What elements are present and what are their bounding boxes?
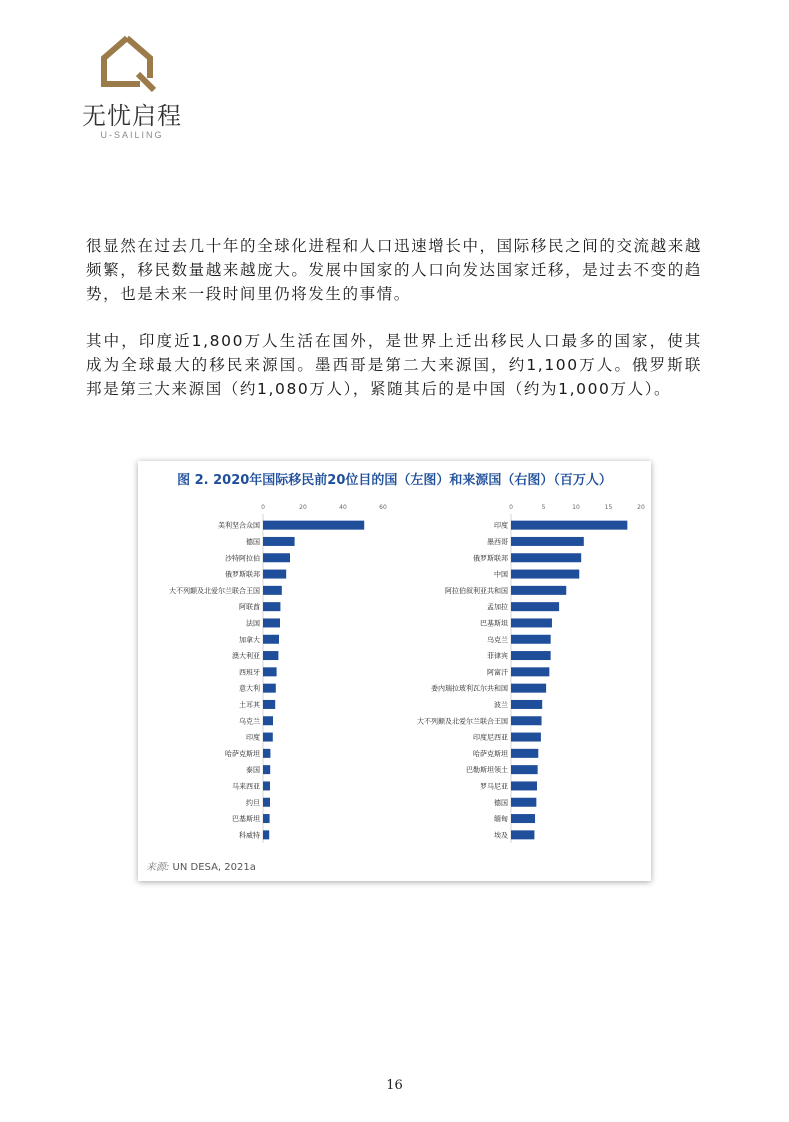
bar-charts (138, 461, 651, 881)
origin-category-label: 阿富汗 (487, 668, 508, 677)
origin-bar (511, 537, 584, 546)
destination-category-label: 乌克兰 (239, 717, 260, 726)
origin-category-label: 委内瑞拉玻利瓦尔共和国 (431, 684, 508, 693)
origin-tick-label: 20 (637, 504, 645, 511)
origin-bar (511, 651, 551, 660)
origin-bar (511, 830, 534, 839)
origin-category-label: 乌克兰 (487, 635, 508, 644)
origin-category-label: 罗马尼亚 (480, 782, 508, 791)
origin-tick-label: 5 (541, 504, 546, 511)
destination-bar (263, 781, 270, 790)
destination-bar (263, 667, 277, 676)
destination-bar (263, 651, 278, 660)
origin-bar (511, 716, 542, 725)
origin-category-label: 中国 (494, 570, 508, 579)
origin-bar (511, 781, 537, 790)
destination-bar (263, 521, 364, 530)
origin-category-label: 阿拉伯叙利亚共和国 (445, 586, 508, 595)
destination-bar (263, 602, 280, 611)
origin-bar (511, 570, 579, 579)
origin-bar (511, 602, 559, 611)
origin-bar (511, 553, 581, 562)
destination-bar (263, 749, 270, 758)
origin-bar (511, 618, 552, 627)
house-q-logo-icon (94, 34, 160, 92)
destination-bar (263, 716, 273, 725)
origin-category-label: 缅甸 (494, 815, 508, 824)
destination-category-label: 约旦 (246, 798, 260, 807)
origin-bar (511, 700, 542, 709)
destination-category-label: 巴基斯坦 (232, 815, 260, 824)
origin-bar (511, 814, 535, 823)
destination-category-label: 科威特 (239, 831, 260, 840)
destination-category-label: 俄罗斯联邦 (225, 570, 260, 579)
destination-category-label: 大不列颠及北爱尔兰联合王国 (169, 586, 260, 595)
origin-bar (511, 586, 566, 595)
figure-source (146, 858, 256, 873)
destination-bar (263, 537, 295, 546)
destination-bar (263, 570, 286, 579)
logo-name-en: U-SAILING (100, 130, 164, 140)
origin-category-label: 波兰 (494, 700, 508, 709)
destination-category-label: 德国 (246, 537, 260, 546)
destination-category-label: 泰国 (246, 766, 260, 775)
destination-bar (263, 684, 276, 693)
body-paragraph-1: 很显然在过去几十年的全球化进程和人口迅速增长中，国际移民之间的交流越来越频繁，移民数量越来越庞大。发展中国家的人口向发达国家迁移，是过去不变的趋势，也是未来一段时间里仍将发生的事情。 (86, 236, 702, 303)
origin-category-label: 埃及 (494, 831, 508, 840)
destination-category-label: 意大利 (239, 684, 260, 693)
source-text: UN DESA, 2021a (169, 862, 256, 873)
origin-category-label: 印度尼西亚 (473, 733, 508, 742)
destination-tick-label: 0 (261, 504, 265, 511)
origin-tick-label: 10 (572, 504, 580, 511)
origin-tick-label: 15 (604, 504, 613, 511)
origin-category-label: 墨西哥 (487, 537, 508, 546)
logo-name-cn: 无忧启程 (82, 102, 182, 130)
destination-tick-label: 20 (299, 504, 307, 511)
origin-bar (511, 733, 541, 742)
destination-bar (263, 798, 270, 807)
origin-category-label: 大不列颠及北爱尔兰联合王国 (417, 717, 508, 726)
destination-category-label: 马来西亚 (232, 782, 260, 791)
destination-bar (263, 618, 280, 627)
destination-bar (263, 553, 290, 562)
origin-bar (511, 749, 538, 758)
origin-bar (511, 521, 627, 530)
origin-category-label: 巴勒斯坦领土 (466, 766, 508, 775)
figure-panel (138, 461, 651, 881)
destination-category-label: 西班牙 (239, 668, 260, 677)
destination-bar (263, 814, 270, 823)
page-number: 16 (386, 1078, 403, 1093)
logo (72, 34, 192, 154)
source-label: 来源: (146, 862, 170, 873)
body-paragraph-2: 其中，印度近1,800万人生活在国外，是世界上迁出移民人口最多的国家，使其成为全球最大的移民来源国。墨西哥是第二大来源国，约1,100万人。俄罗斯联邦是第三大来源国（约1,080万人），紧随其后的是中国（约为1,000万人）。 (86, 331, 702, 398)
destination-category-label: 美利坚合众国 (218, 521, 260, 530)
destination-bar (263, 700, 275, 709)
destination-category-label: 土耳其 (239, 700, 260, 709)
origin-bar (511, 667, 549, 676)
destination-bar (263, 586, 282, 595)
origin-category-label: 菲律宾 (487, 652, 508, 661)
destination-bar (263, 765, 270, 774)
destination-category-label: 印度 (246, 733, 260, 742)
destination-category-label: 沙特阿拉伯 (225, 554, 260, 563)
origin-category-label: 俄罗斯联邦 (473, 554, 508, 563)
destination-tick-label: 60 (379, 504, 387, 511)
origin-bar (511, 635, 551, 644)
destination-category-label: 哈萨克斯坦 (225, 749, 260, 758)
destination-category-label: 澳大利亚 (232, 652, 260, 661)
destination-category-label: 法国 (246, 619, 260, 628)
destination-bar (263, 635, 279, 644)
origin-category-label: 印度 (494, 521, 508, 530)
origin-bar (511, 684, 546, 693)
origin-category-label: 巴基斯坦 (480, 619, 508, 628)
destination-tick-label: 40 (339, 504, 347, 511)
origin-category-label: 哈萨克斯坦 (473, 749, 508, 758)
origin-tick-label: 0 (509, 504, 513, 511)
origin-category-label: 德国 (494, 798, 508, 807)
destination-category-label: 加拿大 (239, 635, 260, 644)
origin-bar (511, 798, 536, 807)
destination-bar (263, 733, 273, 742)
origin-category-label: 孟加拉 (487, 603, 508, 612)
figure-title: 图 2. 2020年国际移民前20位目的国（左图）和来源国（右图）（百万人） (177, 473, 612, 488)
origin-bar (511, 765, 538, 774)
destination-category-label: 阿联酋 (239, 603, 260, 612)
destination-bar (263, 830, 269, 839)
